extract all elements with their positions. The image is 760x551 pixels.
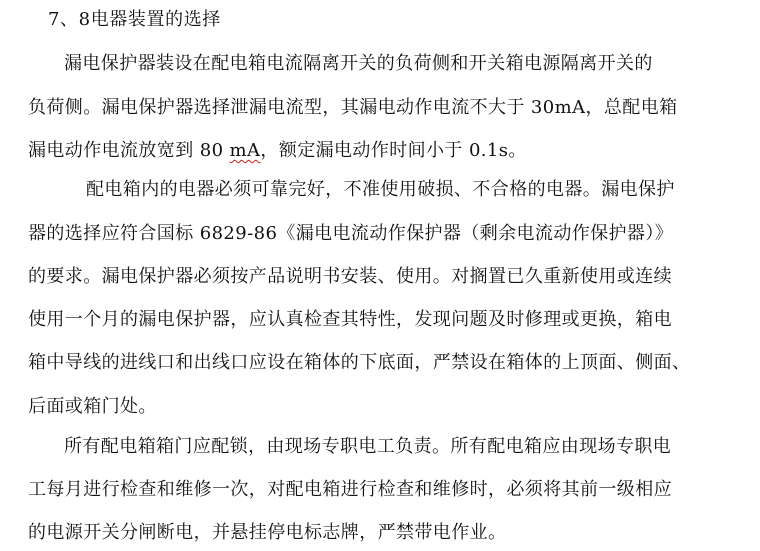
paragraph-line: 漏电保护器装设在配电箱电流隔离开关的负荷侧和开关箱电源隔离开关的 <box>64 53 653 74</box>
line-text: ，额定漏电动作时间小于 0.1s。 <box>260 140 527 161</box>
paragraph-line: 的电源开关分闸断电，并悬挂停电标志牌，严禁带电作业。 <box>28 522 507 543</box>
paragraph-line: 使用一个月的漏电保护器，应认真检查其特性，发现问题及时修理或更换，箱电 <box>28 309 672 330</box>
paragraph-line: 后面或箱门处。 <box>28 396 157 417</box>
line-text: 漏电动作电流放宽到 80 <box>28 140 230 161</box>
paragraph-line: 的要求。漏电保护器必须按产品说明书安装、使用。对搁置已久重新使用或连续 <box>28 266 672 287</box>
spellcheck-marked-word: mA <box>229 140 261 161</box>
paragraph-line <box>28 139 527 163</box>
paragraph-line: 工每月进行检查和维修一次，对配电箱进行检查和维修时，必须将其前一级相应 <box>28 479 672 500</box>
paragraph-line: 器的选择应符合国标 6829-86《漏电电流动作保护器（剩余电流动作保护器）》 <box>28 223 674 244</box>
paragraph-line: 负荷侧。漏电保护器选择泄漏电流型，其漏电动作电流不大于 30mA，总配电箱 <box>28 97 678 118</box>
paragraph-line: 配电箱内的电器必须可靠完好，不准使用破损、不合格的电器。漏电保护 <box>86 179 675 200</box>
paragraph-line: 箱中导线的进线口和出线口应设在箱体的下底面，严禁设在箱体的上顶面、侧面、 <box>28 352 691 373</box>
section-heading: 7、8电器装置的选择 <box>48 9 221 30</box>
paragraph-line: 所有配电箱箱门应配锁，由现场专职电工负责。所有配电箱应由现场专职电 <box>64 436 672 457</box>
